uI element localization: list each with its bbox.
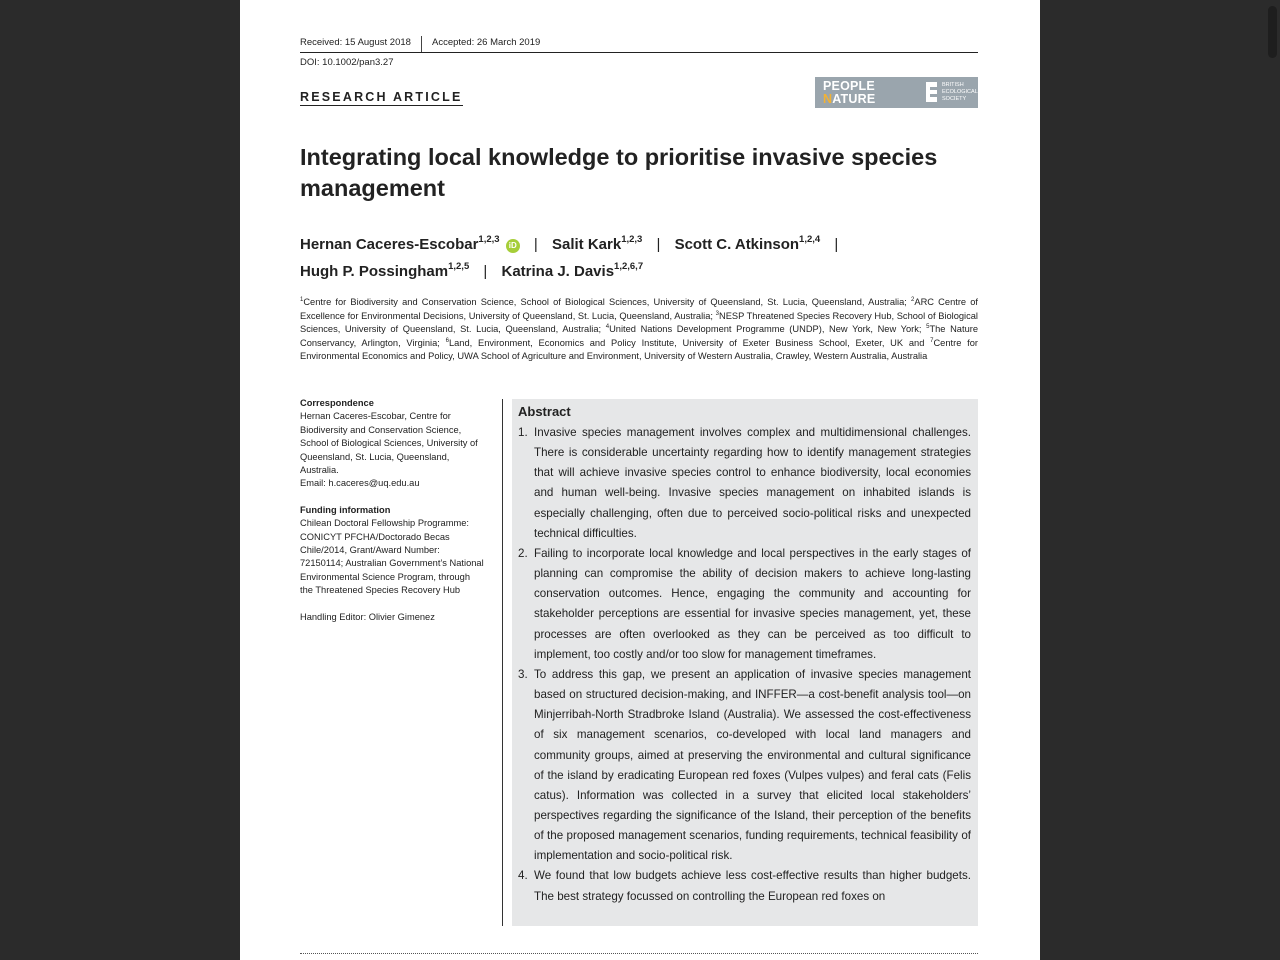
- abstract-item: 4. We found that low budgets achieve less cost-effective results than higher budgets. The best strategy focussed on controlling the European red foxes on: [518, 869, 971, 903]
- article-title: Integrating local knowledge to prioritise invasive species management: [300, 144, 938, 201]
- logo-nature: NATURE: [823, 92, 876, 106]
- article-type: RESEARCH ARTICLE: [300, 90, 463, 104]
- document-page: [240, 0, 1040, 960]
- doi[interactable]: DOI: 10.1002/pan3.27: [300, 57, 394, 68]
- affiliations: $^1$Centre for Biodiversity and Conservation Science, School of Biological Sciences, University of Queensland, St. Lucia, Queensland, Australia; $^2$ARC Centre of Excellence for Environmental Decisions, University of Queensland, St. Lucia, Queensland, Australia; $^3$NESP Threatened Species Recovery Hub, School of Biological Sciences, University of Queensland, St. Lucia, Queensland, Australia; $^4$United Nations Development Programme (UNDP), New York, New York; $^5$The Nature Conservancy, Arlington, Virginia; $^6$Land, Environment, Economics and Policy Institute, University of Exeter Business School, Exeter, UK and $^7$Centre for Environmental Economics and Policy, UWA School of Agriculture and Environment, University of Western Australia, Crawley, Western Australia, Australia: [300, 297, 979, 361]
- author-name[interactable]: Salit Kark: [551, 236, 622, 253]
- author-list: [300, 231, 960, 285]
- author-affiliation-numbers: 1,2,6,7: [614, 261, 644, 272]
- logo-people: PEOPLE: [823, 79, 875, 93]
- author-line-1: [300, 231, 960, 258]
- journal-logo: [815, 77, 978, 108]
- author-name[interactable]: Hugh P. Possingham: [300, 263, 449, 280]
- footnote-rule: [300, 953, 978, 954]
- correspondence-block: [300, 397, 484, 491]
- author-name[interactable]: Katrina J. Davis: [501, 263, 615, 280]
- author-separator: |: [656, 236, 661, 253]
- received-date: Received: 15 August 2018: [300, 37, 411, 48]
- correspondence-text: Hernan Caceres-Escobar, Centre for Biodiversity and Conservation Science, School of Biological Sciences, University of Queensland, St. Lucia, Queensland, Australia.: [300, 411, 478, 476]
- author-affiliation-numbers: 1,2,3: [478, 234, 500, 245]
- correspondence-heading: Correspondence: [300, 398, 374, 408]
- author-separator: |: [483, 263, 488, 280]
- funding-text: Chilean Doctoral Fellowship Programme: CONICYT PFCHA/Doctorado Becas Chile/2014, Grant/Award Number: 72150114; Australian Government’s National Environmental Science Program, through the Threatened Species Recovery Hub: [300, 518, 484, 596]
- scrollbar-thumb[interactable]: [1268, 6, 1277, 58]
- abstract-list: [518, 423, 971, 907]
- abstract-box: [512, 399, 978, 926]
- orcid-icon[interactable]: iD: [506, 239, 520, 253]
- correspondence-email[interactable]: Email: h.caceres@uq.edu.au: [300, 478, 420, 489]
- bes-logo-icon: [926, 82, 937, 102]
- handling-editor: Handling Editor: Olivier Gimenez: [300, 611, 435, 622]
- abstract-item: 3. To address this gap, we present an application of invasive species management based on structured decision-making, and INFFER—a cost-benefit analysis tool—on Minjerribah-North Stradbroke Island (Australia). We assessed the cost-effectiveness of six management scenarios, co-developed with local land managers and community groups, aimed at preserving the environmental and cultural significance of the island by eradicating European red foxes (Vulpes vulpes) and feral cats (Felis catus). Information was collected in a survey that elicited local stakeholders’ perspectives regarding the significance of the Island, their perception of the benefits of the proposed management scenarios, funding requirements, technical feasibility of implementation and socio-political risk.: [518, 667, 971, 863]
- bes-logo-text: BRITISH ECOLOGICAL SOCIETY: [942, 82, 978, 102]
- author-affiliation-numbers: 1,2,4: [799, 234, 821, 245]
- abstract-heading: Abstract: [518, 404, 571, 419]
- author-line-2: [300, 258, 960, 285]
- header-separator: [421, 36, 422, 52]
- author-affiliation-numbers: 1,2,3: [621, 234, 643, 245]
- author-separator: |: [834, 236, 839, 253]
- author-separator: |: [533, 236, 538, 253]
- abstract-item: 2. Failing to incorporate local knowledge and local perspectives in the early stages of planning can compromise the ability of decision makers to achieve long-lasting conservation outcomes. Hence, engaging the community and accounting for stakeholder perceptions are essential for invasive species management, yet, these processes are often overlooked as they can be perceived as too difficult to implement, too costly and/or too slow for management timeframes.: [518, 546, 971, 661]
- funding-block: [300, 504, 484, 598]
- dates-header: [300, 36, 978, 53]
- accepted-date: Accepted: 26 March 2019: [432, 37, 541, 48]
- author-name[interactable]: Hernan Caceres-Escobar: [300, 236, 479, 253]
- author-name[interactable]: Scott C. Atkinson: [674, 236, 800, 253]
- article-sidebar: [300, 397, 484, 637]
- column-divider: [502, 399, 503, 926]
- author-affiliation-numbers: 1,2,5: [448, 261, 470, 272]
- abstract-item: 1. Invasive species management involves complex and multidimensional challenges. There is considerable uncertainty regarding how to identify management strategies that will achieve invasive species control to enhance biodiversity, local economies and human well-being. Invasive species management on inhabited islands is especially challenging, often due to perceived socio-political risks and unexpected technical difficulties.: [518, 426, 971, 540]
- funding-heading: Funding information: [300, 504, 391, 515]
